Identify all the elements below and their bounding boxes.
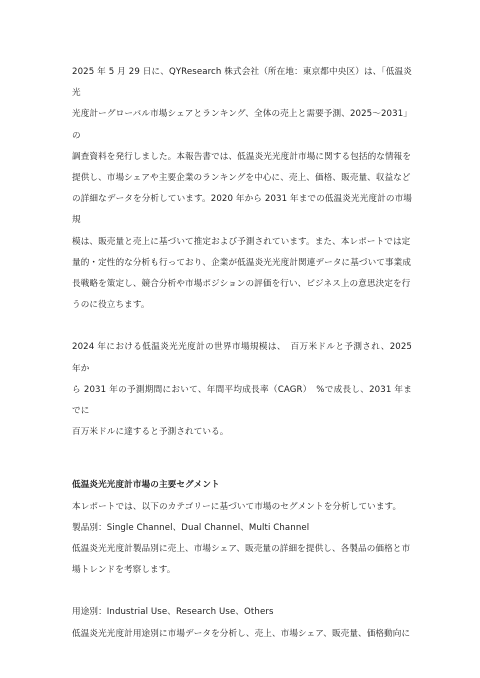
- text-line: 光度計ーグローバル市場シェアとランキング、全体の売上と需要予測、2025～2031」の: [72, 109, 412, 141]
- text-line: うのに役立ちます。: [72, 300, 150, 311]
- text-line: 調査資料を発行しました。本報告書では、低温炎光光度計市場に関する包括的な情報を: [72, 151, 412, 162]
- section-heading: 低温炎光光度計市場の主要セグメント: [72, 480, 220, 491]
- text-line: 提供し、市場シェアや主要企業のランキングを中心に、売上、価格、販売量、収益など: [72, 173, 411, 184]
- text-line: の詳細なデータを分析しています。2020 年から 2031 年までの低温炎光光度計の市場規: [72, 194, 412, 226]
- text-line: 2025 年 5 月 29 日に、QYResearch 株式会社（所在地：東京都中央区）は、「低温炎光: [72, 67, 412, 99]
- text-line: 量的・定性的な分析も行っており、企業が低温炎光光度計関連データに基づいて事業成: [72, 257, 412, 268]
- text-line: 模は、販売量と売上に基づいて推定および予測されています。また、本レポートでは定: [72, 236, 411, 247]
- paragraph-spacer: [72, 443, 412, 464]
- segments-intro: 本レポートでは、以下のカテゴリーに基づいて市場のセグメントを分析しています。: [72, 501, 402, 512]
- application-segment-label: 用途別：Industrial Use、Research Use、Others: [72, 607, 274, 618]
- text-line: 低温炎光光度計用途別に市場データを分析し、売上、市場シェア、販売量、価格動向に: [72, 628, 411, 639]
- document-body: [72, 62, 412, 645]
- application-segment-description: [72, 624, 412, 645]
- text-line: 場トレンドを考察します。: [72, 565, 176, 576]
- paragraph-spacer: [72, 464, 412, 475]
- intro-paragraph: [72, 62, 412, 316]
- text-line: 百万米ドルに達すると予測されている。: [72, 427, 229, 438]
- paragraph-spacer: [72, 316, 412, 337]
- product-segment-description: [72, 539, 412, 581]
- text-line: 低温炎光光度計製品別に売上、市場シェア、販売量の詳細を提供し、各製品の価格と市: [72, 544, 411, 555]
- text-line: 2024 年における低温炎光光度計の世界市場規模は、 百万米ドルと予測され、2025 年か: [72, 342, 412, 374]
- paragraph-spacer: [72, 581, 412, 602]
- text-line: 長戦略を策定し、競合分析や市場ポジションの評価を行い、ビジネス上の意思決定を行: [72, 279, 411, 290]
- market-size-paragraph: [72, 337, 412, 443]
- text-line: ら 2031 年の予測期間において、年間平均成長率（CAGR） %で成長し、2031 年までに: [72, 384, 412, 417]
- product-segment-label: 製品別：Single Channel、Dual Channel、Multi Channel: [72, 522, 310, 533]
